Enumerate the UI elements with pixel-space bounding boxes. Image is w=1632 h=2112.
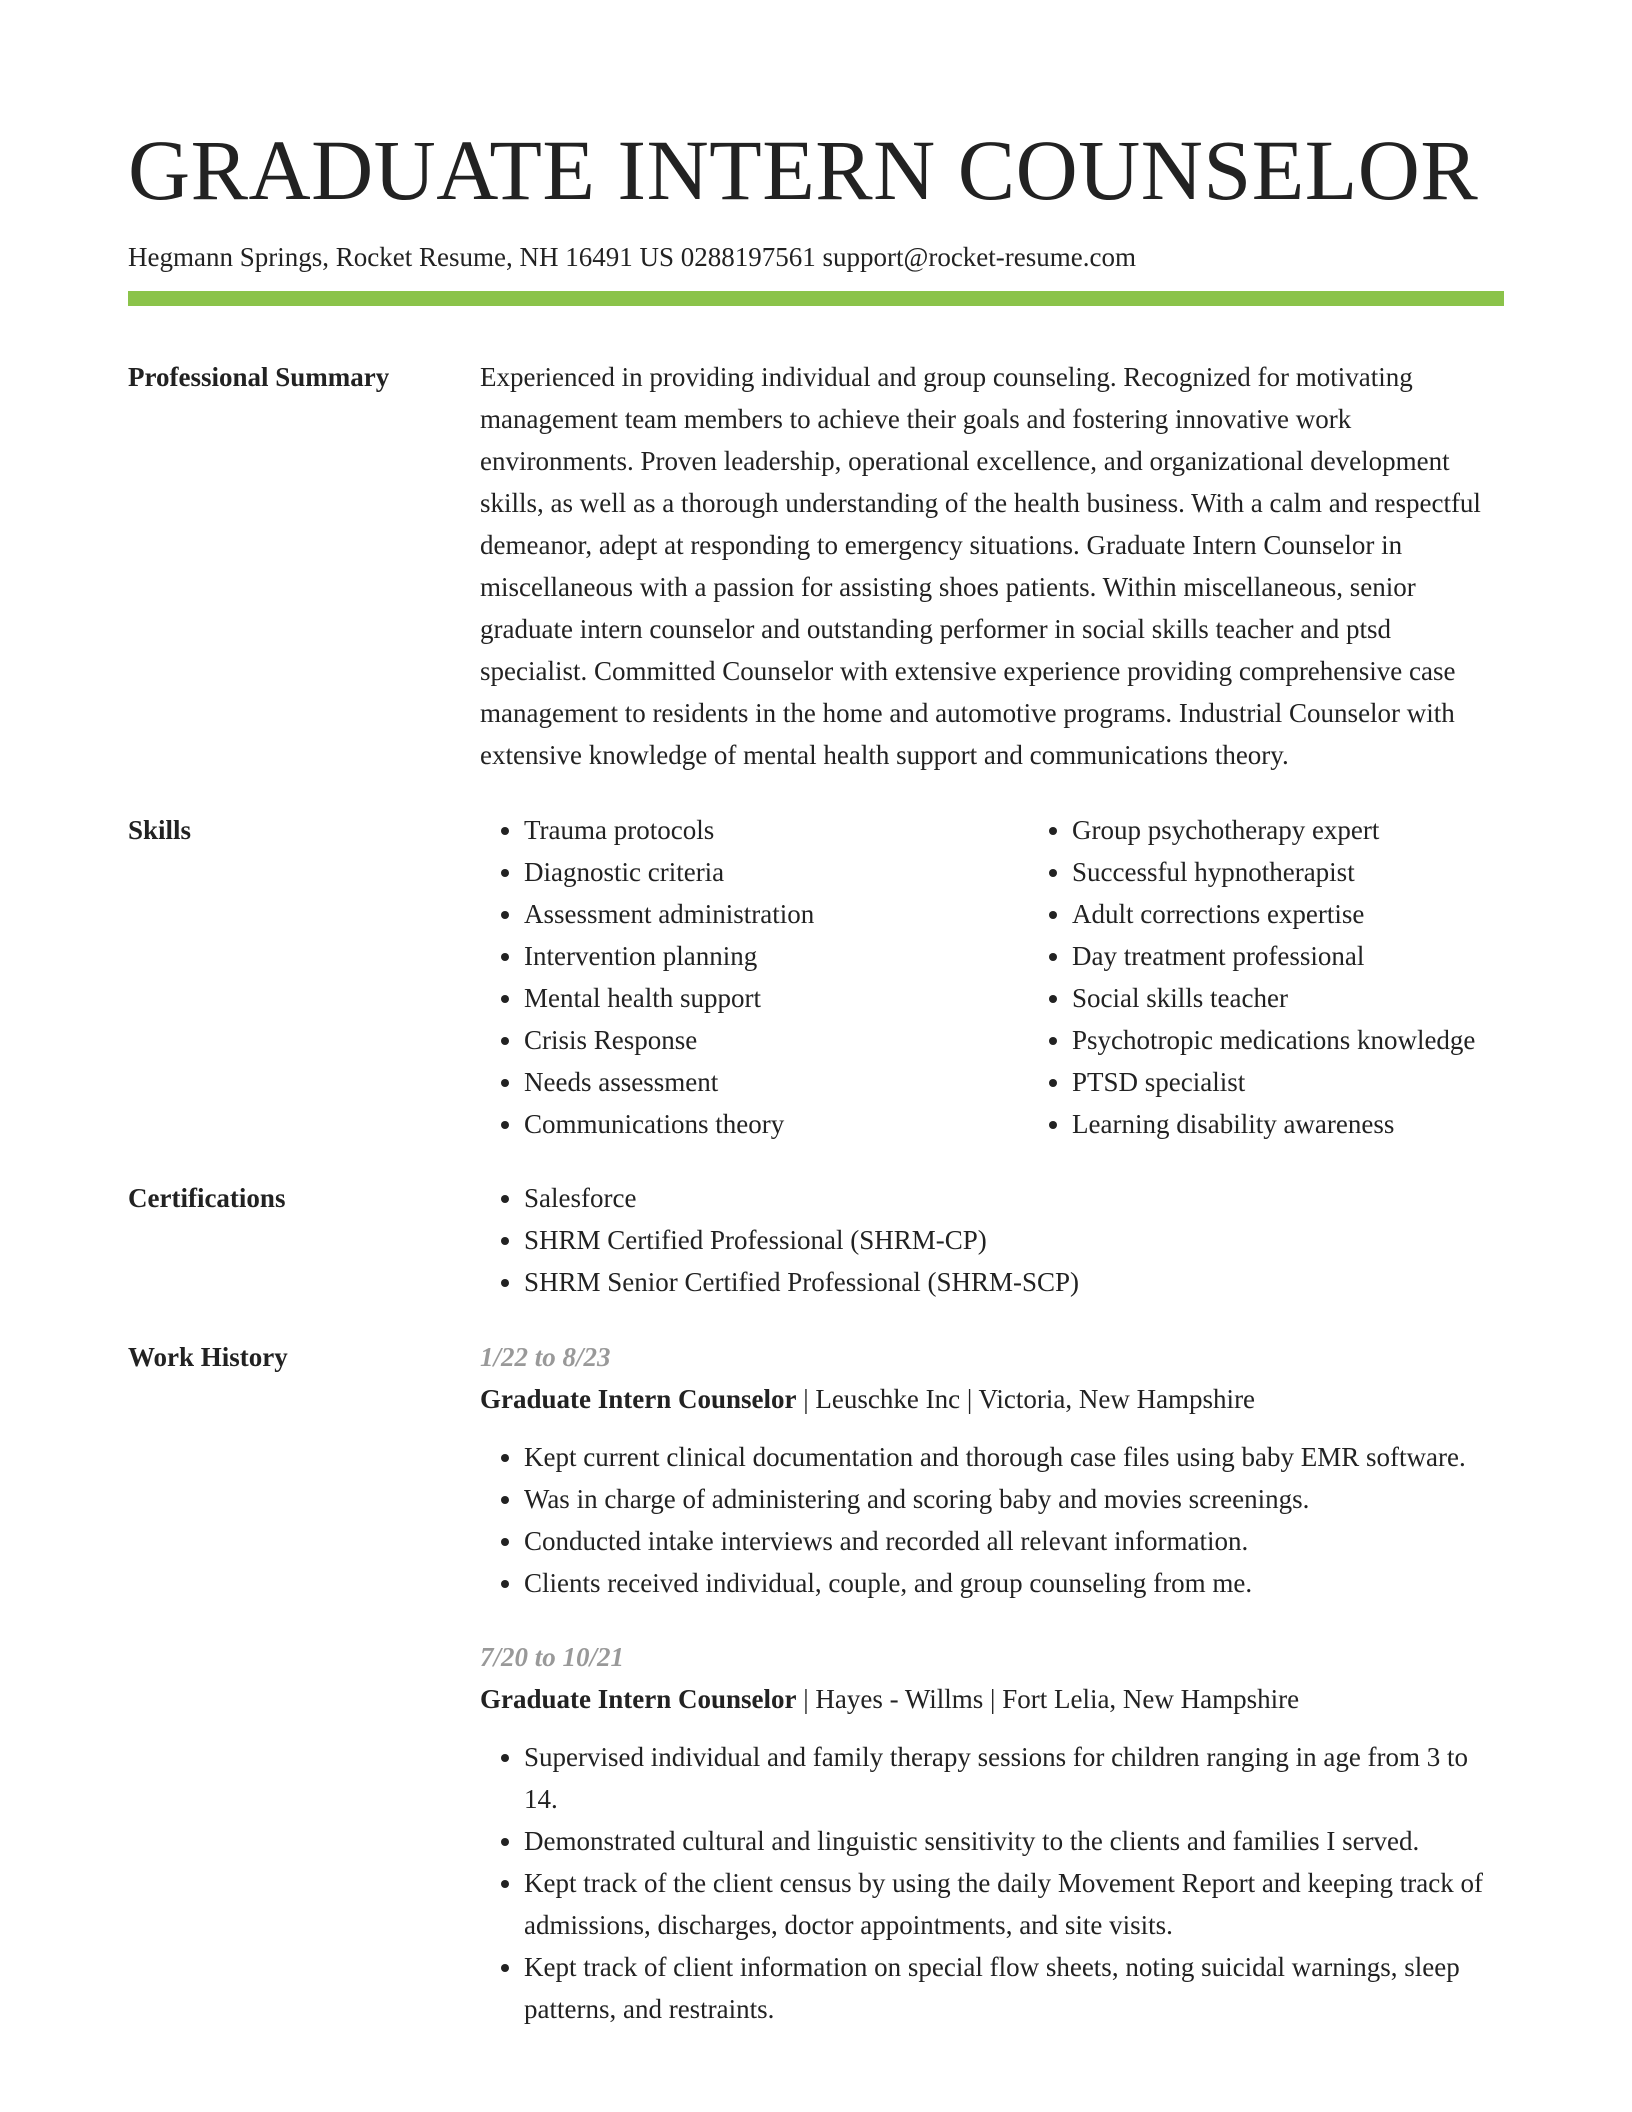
- skills-grid: [480, 809, 1504, 1145]
- skills-list-left: [480, 809, 984, 1145]
- job-title: Graduate Intern Counselor: [480, 1384, 797, 1414]
- certifications-list: [480, 1177, 1504, 1303]
- job-duty-item: • Kept track of the client census by using the daily Movement Report and keeping track of admissions, discharges, doctor appointments, and site visits.: [524, 1862, 1504, 1946]
- skill-item: • Assessment administration: [524, 893, 984, 935]
- job-header: [480, 1678, 1504, 1720]
- skill-item: • Intervention planning: [524, 935, 984, 977]
- skills-section: [128, 809, 1504, 1145]
- job-duty-item: • Supervised individual and family therapy sessions for children ranging in age from 3 to 14.: [524, 1736, 1504, 1820]
- skill-item: • Psychotropic medications knowledge: [1072, 1019, 1592, 1061]
- summary-section: [128, 356, 1504, 776]
- skill-item: • PTSD specialist: [1072, 1061, 1592, 1103]
- certifications-title: Certifications: [128, 1183, 286, 1213]
- job-entry: [480, 1636, 1504, 2030]
- job-dates: 1/22 to 8/23: [480, 1342, 611, 1372]
- skill-item: • Mental health support: [524, 977, 984, 1019]
- skills-list-right: [1028, 809, 1592, 1145]
- job-duty-item: • Conducted intake interviews and recorded all relevant information.: [524, 1520, 1504, 1562]
- job-duty-item: • Clients received individual, couple, and group counseling from me.: [524, 1562, 1504, 1604]
- skill-item: • Crisis Response: [524, 1019, 984, 1061]
- certification-item: • SHRM Senior Certified Professional (SHRM-SCP): [524, 1261, 1504, 1303]
- job-duty-item: • Demonstrated cultural and linguistic sensitivity to the clients and families I served.: [524, 1820, 1504, 1862]
- skill-item: • Learning disability awareness: [1072, 1103, 1592, 1145]
- certifications-section: [128, 1177, 1504, 1303]
- work-history-section: [128, 1336, 1504, 2030]
- skill-item: • Group psychotherapy expert: [1072, 809, 1592, 851]
- skill-item: • Needs assessment: [524, 1061, 984, 1103]
- skill-item: • Communications theory: [524, 1103, 984, 1145]
- job-entry: [480, 1336, 1504, 1604]
- skill-item: • Trauma protocols: [524, 809, 984, 851]
- job-duty-item: • Kept current clinical documentation and thorough case files using baby EMR software.: [524, 1436, 1504, 1478]
- job-details: | Leuschke Inc | Victoria, New Hampshire: [796, 1384, 1256, 1414]
- job-details: | Hayes - Willms | Fort Lelia, New Hampshire: [796, 1684, 1300, 1714]
- skill-item: • Social skills teacher: [1072, 977, 1592, 1019]
- work-history-title: Work History: [128, 1342, 288, 1372]
- job-duties-list: [480, 1736, 1504, 2030]
- job-duty-item: • Kept track of client information on special flow sheets, noting suicidal warnings, sleep patterns, and restraints.: [524, 1946, 1504, 2030]
- certification-item: • Salesforce: [524, 1177, 1504, 1219]
- contact-info: Hegmann Springs, Rocket Resume, NH 16491 US 0288197561 support@rocket-resume.com: [128, 242, 1136, 272]
- summary-text: Experienced in providing individual and group counseling. Recognized for motivating management team members to achieve their goals and fostering innovative work environments. Proven leadership, operational excellence, and organizational development skills, as well as a thorough understanding of the health business. With a calm and respectful demeanor, adept at responding to emergency situations. Graduate Intern Counselor in miscellaneous with a passion for assisting shoes patients. Within miscellaneous, senior graduate intern counselor and outstanding performer in social skills teacher and ptsd specialist. Committed Counselor with extensive experience providing comprehensive case management to residents in the home and automotive programs. Industrial Counselor with extensive knowledge of mental health support and communications theory.: [480, 362, 1481, 770]
- job-header: [480, 1378, 1504, 1420]
- skill-item: • Adult corrections expertise: [1072, 893, 1592, 935]
- job-duty-item: • Was in charge of administering and scoring baby and movies screenings.: [524, 1478, 1504, 1520]
- job-duties-list: [480, 1436, 1504, 1604]
- skill-item: • Successful hypnotherapist: [1072, 851, 1592, 893]
- job-title: Graduate Intern Counselor: [480, 1684, 797, 1714]
- resume-name-heading: GRADUATE INTERN COUNSELOR: [128, 122, 1479, 218]
- resume-page: [128, 0, 1504, 2030]
- work-history-body: [480, 1336, 1504, 2030]
- summary-body: [480, 356, 1504, 776]
- skill-item: • Day treatment professional: [1072, 935, 1592, 977]
- certification-item: • SHRM Certified Professional (SHRM-CP): [524, 1219, 1504, 1261]
- job-dates: 7/20 to 10/21: [480, 1642, 625, 1672]
- certifications-body: [480, 1177, 1504, 1303]
- skill-item: • Diagnostic criteria: [524, 851, 984, 893]
- accent-divider: [128, 291, 1504, 306]
- skills-title: Skills: [128, 815, 192, 845]
- summary-title: Professional Summary: [128, 362, 390, 392]
